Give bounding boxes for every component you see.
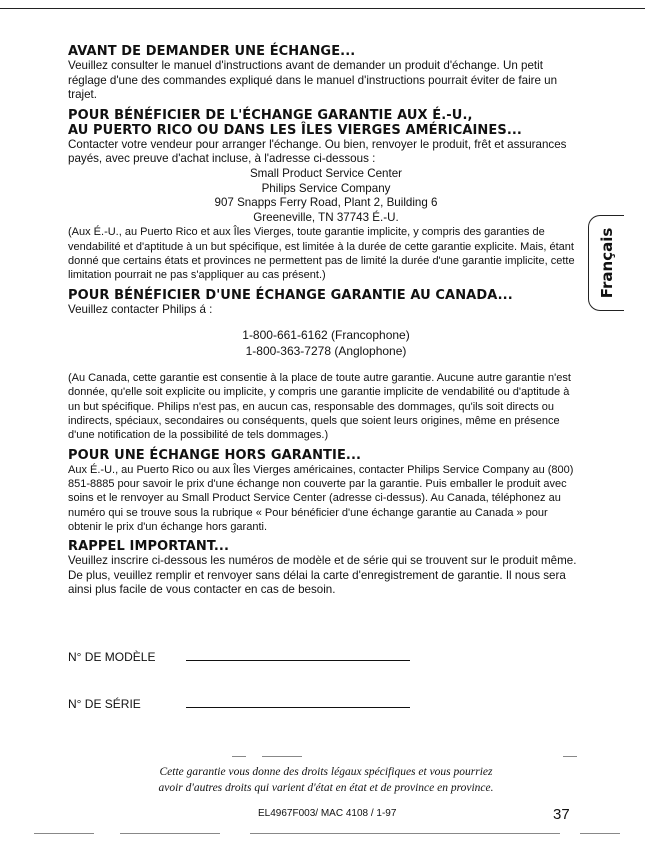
heading-before-exchange: AVANT DE DEMANDER UNE ÉCHANGE... xyxy=(68,44,356,59)
serial-number-label: N° DE SÉRIE xyxy=(68,697,141,711)
heading-us-exchange-line2: AU PUERTO RICO OU DANS LES ÎLES VIERGES AMÉRICAINES... xyxy=(68,122,522,138)
scan-mark xyxy=(34,833,94,834)
language-tab-label: Français xyxy=(597,227,616,299)
legal-rights-line1: Cette garantie vous donne des droits légaux spécifiques et vous pourriez xyxy=(159,766,493,778)
phone-numbers xyxy=(68,327,584,359)
scan-mark xyxy=(120,833,220,834)
scan-mark xyxy=(250,833,560,834)
before-exchange-text: Veuillez consulter le manuel d'instructions avant de demander un produit d'échange. Un petit réglage d'une des commandes expliqué dans le manuel d'instructions pourrait éviter de faire un trajet. xyxy=(68,59,558,102)
phone-anglophone: 1-800-363-7278 (Anglophone) xyxy=(245,344,407,359)
heading-canada-exchange: POUR BÉNÉFICIER D'UNE ÉCHANGE GARANTIE AU CANADA... xyxy=(68,287,513,303)
serial-number-line[interactable] xyxy=(186,707,410,708)
legal-rights-line2: avoir d'autres droits qui varient d'état en état et de province en province. xyxy=(158,782,494,794)
us-implied-warranty-note: (Aux É.-U., au Puerto Rico et aux Îles Vierges, toute garantie implicite, y compris des garanties de vendabilité et d'aptitude à un but spécifique, est limitée à la durée de cette garantie explicite. Mais, étant donné que certains états et provinces ne permettent pas de limité la durée d'une garantie implicite, cette limitation pourrait ne pas s'appliquer au cas présent.) xyxy=(68,226,575,282)
canada-contact-text: Veuillez contacter Philips á : xyxy=(68,302,213,316)
heading-important-reminder: RAPPEL IMPORTANT... xyxy=(68,539,230,555)
canada-warranty-note: (Au Canada, cette garantie est consentie à la place de toute autre garantie. Aucune autre garantie n'est donnée, qu'elle soit explicite ou implicite, y compris une garantie implicite de vendabilité ou d'aptitude à un but spécifique. Philips n'est pas, en aucun cas, responsable des dommages, qu'ils soit directs ou indirects, spéciaux, secondaires ou conséquents, quels que soient leurs origines, même en présence d'une notification de la possibilité de tels dommages.) xyxy=(68,372,571,442)
model-number-line[interactable] xyxy=(186,660,410,661)
address-line: Small Product Service Center xyxy=(249,166,403,180)
us-exchange-text: Contacter votre vendeur pour arranger l'échange. Ou bien, renvoyer le produit, frêt et assurances payés, avec preuve d'achat incluse, à l'adresse ci-dessous : xyxy=(68,137,567,166)
scan-mark xyxy=(232,756,246,757)
heading-out-of-warranty: POUR UNE ÉCHANGE HORS GARANTIE... xyxy=(68,447,362,463)
scan-mark xyxy=(262,756,302,757)
language-tab xyxy=(588,215,624,311)
scan-mark xyxy=(580,833,620,834)
scan-mark xyxy=(563,756,577,757)
top-rule xyxy=(0,8,645,9)
page-number: 37 xyxy=(553,806,570,823)
out-of-warranty-text: Aux É.-U., au Puerto Rico ou aux Îles Vierges américaines, contacter Philips Service Company au (800) 851-8885 pour savoir le prix d'une échange non couverte par la garantie. Puis emballer le produit avec soins et le renvoyer au Small Product Service Center (adresse ci-dessus). Au Canada, téléphonez au numéro qui se trouve sous la rubrique « Pour bénéficier d'une échange garantie au Canada » pour obtenir le prix d'un échange hors garanti. xyxy=(68,463,574,533)
document-code: EL4967F003/ MAC 4108 / 1-97 xyxy=(258,808,397,819)
address-line: 907 Snapps Ferry Road, Plant 2, Building 6 xyxy=(214,196,438,210)
heading-us-exchange-line1: POUR BÉNÉFICIER DE L'ÉCHANGE GARANTIE AUX É.-U., xyxy=(68,107,473,123)
model-number-label: N° DE MODÈLE xyxy=(68,650,156,664)
important-reminder-text: Veuillez inscrire ci-dessous les numéros de modèle et de série qui se trouvent sur le produit même. De plus, veuillez remplir et renvoyer sans délai la carte d'enregistrement de garantie. Il nous sera ainsi plus facile de vous contacter en cas de besoin. xyxy=(68,554,577,597)
address-line: Philips Service Company xyxy=(261,181,391,195)
phone-francophone: 1-800-661-6162 (Francophone) xyxy=(242,328,410,343)
warranty-content xyxy=(68,44,584,603)
service-address xyxy=(68,167,584,225)
address-line: Greeneville, TN 37743 É.-U. xyxy=(253,210,399,224)
